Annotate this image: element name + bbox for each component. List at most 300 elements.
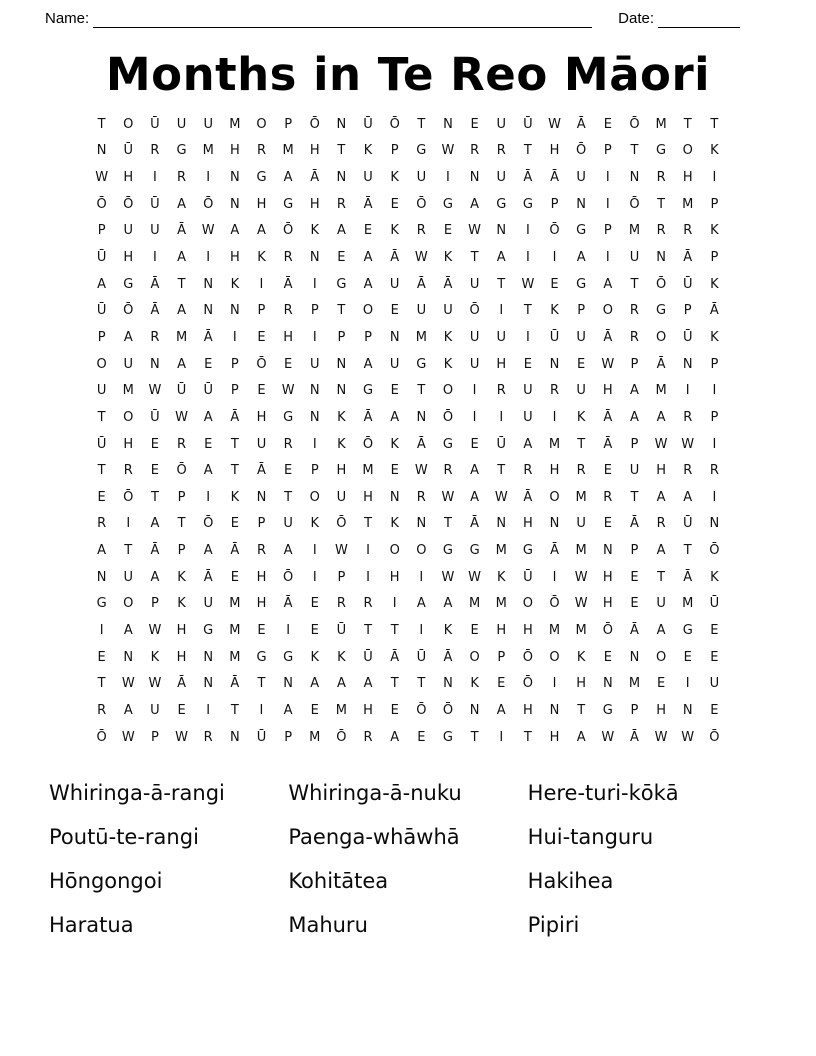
grid-letter: N (416, 409, 427, 425)
grid-letter: N (389, 329, 400, 345)
grid-letter: T (630, 276, 639, 292)
grid-letter: G (442, 436, 453, 452)
grid-letter: E (284, 463, 293, 479)
grid-row (88, 244, 727, 271)
grid-letter: Ā (709, 303, 719, 319)
grid-letter: T (523, 729, 532, 745)
grid-letter: Ā (576, 116, 586, 132)
grid-row (88, 724, 727, 751)
grid-letter: T (470, 729, 479, 745)
grid-letter: I (525, 250, 530, 266)
grid-row (88, 431, 727, 458)
grid-letter: A (470, 489, 480, 505)
grid-letter: I (552, 569, 557, 585)
grid-letter: E (603, 463, 612, 479)
grid-letter: Ā (629, 622, 639, 638)
grid-letter: O (469, 649, 480, 665)
grid-letter: W (574, 569, 588, 585)
grid-letter: M (202, 143, 214, 159)
word-list-item: Pipiri (527, 913, 580, 938)
grid-letter: K (337, 409, 346, 425)
grid-letter: A (629, 409, 639, 425)
grid-letter: R (256, 143, 266, 159)
grid-letter: G (363, 383, 374, 399)
grid-letter: T (97, 676, 106, 692)
grid-letter: N (496, 223, 507, 239)
grid-letter: W (95, 170, 109, 186)
grid-letter: U (203, 116, 213, 132)
grid-letter: W (441, 143, 455, 159)
grid-letter: Ō (309, 116, 320, 132)
grid-letter: W (521, 276, 535, 292)
grid-letter: I (605, 196, 610, 212)
grid-letter: A (310, 676, 320, 692)
grid-letter: Ō (469, 303, 480, 319)
grid-letter: A (603, 276, 613, 292)
grid-letter: E (310, 596, 319, 612)
grid-letter: Ā (629, 729, 639, 745)
grid-letter: Ā (603, 329, 613, 345)
grid-letter: G (256, 170, 267, 186)
grid-letter: Ō (655, 276, 667, 292)
grid-letter: E (470, 116, 479, 132)
grid-letter: M (229, 116, 241, 132)
grid-letter: N (682, 702, 693, 718)
grid-letter: K (576, 649, 586, 665)
grid-letter: Ō (629, 196, 640, 212)
grid-letter: P (310, 463, 319, 479)
grid-letter: K (710, 143, 719, 159)
grid-letter: O (655, 329, 667, 345)
grid-letter: M (575, 489, 587, 505)
word-list-column (528, 771, 767, 947)
grid-letter: K (390, 516, 399, 532)
grid-letter: E (603, 516, 612, 532)
grid-letter: R (683, 223, 693, 239)
grid-letter: H (309, 143, 320, 159)
grid-letter: Ō (709, 543, 720, 559)
grid-row (88, 377, 727, 404)
grid-letter: M (628, 223, 641, 239)
grid-letter: A (336, 223, 346, 239)
grid-letter: A (283, 170, 293, 186)
grid-letter: E (417, 729, 426, 745)
grid-letter: P (337, 329, 346, 345)
grid-row (88, 324, 727, 351)
word-list-item: Mahuru (288, 913, 368, 938)
grid-letter: R (416, 223, 426, 239)
grid-letter: Ā (523, 489, 533, 505)
grid-letter: W (281, 383, 295, 399)
grid-letter: Ō (629, 116, 640, 132)
grid-letter: T (177, 516, 186, 532)
grid-letter: O (655, 649, 667, 665)
grid-letter: G (283, 409, 294, 425)
grid-letter: A (656, 409, 666, 425)
grid-letter: R (443, 463, 453, 479)
grid-letter: M (548, 436, 561, 452)
grid-letter: U (709, 676, 720, 692)
grid-letter: M (282, 143, 294, 159)
grid-letter: Ō (442, 702, 454, 718)
grid-letter: E (710, 702, 719, 718)
grid-letter: E (603, 649, 612, 665)
grid-letter: E (390, 196, 399, 212)
grid-letter: O (256, 116, 267, 132)
grid-letter: I (286, 622, 291, 638)
grid-letter: P (284, 116, 293, 132)
grid-letter: I (472, 409, 477, 425)
grid-letter: K (443, 250, 453, 266)
word-list-item: Poutū-te-rangi (49, 825, 199, 850)
grid-letter: N (336, 356, 347, 372)
grid-letter: K (496, 569, 506, 585)
name-label: Name: (45, 10, 90, 27)
grid-letter: G (416, 356, 427, 372)
grid-letter: U (256, 436, 267, 452)
grid-letter: Ū (682, 276, 693, 292)
grid-letter: M (229, 596, 241, 612)
grid-letter: H (682, 170, 693, 186)
grid-letter: I (712, 383, 717, 399)
grid-letter: P (683, 303, 692, 319)
grid-letter: Ā (283, 596, 293, 612)
grid-letter: R (363, 596, 373, 612)
grid-letter: E (257, 622, 266, 638)
grid-letter: R (283, 436, 293, 452)
grid-letter: A (283, 543, 293, 559)
grid-row (88, 191, 727, 218)
grid-letter: U (523, 409, 533, 425)
grid-letter: R (550, 383, 560, 399)
grid-letter: Ō (442, 409, 454, 425)
grid-letter: K (470, 676, 479, 692)
grid-letter: H (549, 463, 560, 479)
grid-letter: M (655, 116, 667, 132)
grid-letter: I (206, 702, 211, 718)
grid-letter: Ā (470, 516, 480, 532)
grid-letter: A (283, 702, 293, 718)
grid-letter: U (336, 489, 347, 505)
grid-letter: H (602, 569, 613, 585)
grid-letter: Ō (522, 676, 533, 692)
grid-letter: P (97, 329, 106, 345)
grid-letter: R (283, 303, 293, 319)
grid-letter: A (123, 622, 133, 638)
grid-letter: U (123, 223, 134, 239)
grid-letter: P (630, 356, 639, 372)
grid-letter: M (495, 596, 507, 612)
grid-letter: U (576, 170, 586, 186)
grid-letter: M (229, 649, 241, 665)
grid-letter: P (390, 143, 399, 159)
grid-letter: W (494, 489, 508, 505)
grid-letter: M (309, 729, 321, 745)
grid-letter: P (150, 729, 159, 745)
grid-letter: R (656, 516, 666, 532)
grid-letter: H (256, 569, 267, 585)
grid-letter: K (443, 329, 453, 345)
grid-letter: H (176, 622, 187, 638)
grid-row (88, 670, 727, 697)
grid-letter: T (364, 622, 373, 638)
grid-letter: E (177, 702, 186, 718)
grid-letter: G (682, 622, 693, 638)
grid-letter: Ā (150, 276, 160, 292)
grid-letter: W (201, 223, 215, 239)
grid-letter: N (309, 409, 320, 425)
grid-letter: P (550, 196, 559, 212)
grid-letter: I (685, 383, 690, 399)
grid-letter: P (710, 409, 719, 425)
grid-letter: E (523, 356, 532, 372)
grid-letter: I (712, 489, 717, 505)
grid-row (88, 511, 727, 538)
grid-letter: Ū (416, 649, 427, 665)
grid-letter: K (390, 170, 399, 186)
grid-letter: P (497, 649, 506, 665)
grid-letter: T (364, 516, 373, 532)
grid-letter: M (362, 463, 374, 479)
grid-letter: A (363, 250, 373, 266)
grid-letter: O (602, 303, 613, 319)
grid-letter: K (150, 649, 160, 665)
grid-letter: Ō (336, 729, 347, 745)
grid-letter: Ū (203, 383, 213, 399)
grid-letter: A (683, 489, 693, 505)
grid-letter: T (150, 489, 159, 505)
grid-letter: K (390, 436, 399, 452)
grid-row (88, 111, 727, 138)
grid-letter: T (124, 543, 133, 559)
grid-letter: N (336, 383, 347, 399)
grid-letter: Ā (550, 543, 559, 559)
grid-letter: R (363, 729, 373, 745)
grid-letter: E (310, 702, 319, 718)
grid-letter: R (416, 489, 426, 505)
grid-letter: W (414, 463, 428, 479)
grid-letter: A (177, 196, 186, 212)
grid-letter: W (601, 729, 615, 745)
grid-letter: U (123, 356, 134, 372)
grid-letter: U (416, 303, 427, 319)
grid-letter: U (416, 170, 427, 186)
grid-letter: T (390, 676, 399, 692)
grid-letter: A (629, 383, 639, 399)
grid-letter: A (177, 356, 186, 372)
grid-letter: Ū (150, 409, 160, 425)
grid-letter: E (150, 463, 160, 479)
grid-letter: N (229, 170, 240, 186)
grid-letter: E (710, 622, 719, 638)
word-list-column (49, 771, 288, 947)
grid-letter: O (682, 143, 693, 159)
grid-letter: G (522, 543, 533, 559)
grid-letter: I (312, 276, 317, 292)
grid-letter: I (472, 383, 477, 399)
grid-letter: A (496, 250, 506, 266)
grid-letter: T (230, 436, 239, 452)
grid-letter: Ō (576, 143, 587, 159)
grid-letter: Ū (150, 196, 160, 212)
word-list-item: Hōngongoi (49, 869, 163, 894)
grid-letter: I (366, 543, 370, 559)
grid-letter: P (337, 569, 346, 585)
grid-letter: G (283, 196, 294, 212)
grid-letter: P (364, 329, 372, 345)
grid-letter: A (470, 196, 480, 212)
grid-letter: A (523, 436, 533, 452)
grid-letter: T (177, 276, 186, 292)
grid-letter: T (523, 143, 532, 159)
grid-letter: W (654, 729, 668, 745)
grid-letter: H (522, 702, 533, 718)
grid-row (88, 271, 727, 298)
grid-letter: I (152, 170, 157, 186)
grid-letter: Ā (230, 676, 240, 692)
grid-letter: I (206, 250, 211, 266)
grid-letter: I (312, 436, 317, 452)
grid-letter: H (363, 489, 373, 505)
grid-letter: H (123, 436, 134, 452)
grid-letter: W (654, 436, 668, 452)
grid-letter: U (469, 276, 480, 292)
grid-letter: H (256, 196, 267, 212)
grid-letter: K (230, 276, 240, 292)
grid-letter: H (549, 729, 560, 745)
grid-letter: Ā (177, 676, 186, 692)
grid-letter: U (656, 596, 666, 612)
grid-letter: T (523, 303, 532, 319)
grid-letter: A (257, 223, 266, 239)
grid-letter: U (150, 702, 160, 718)
grid-letter: Ā (443, 649, 453, 665)
grid-letter: A (123, 702, 133, 718)
grid-letter: M (495, 543, 507, 559)
wordsearch-grid (88, 111, 727, 750)
grid-letter: Ō (522, 649, 533, 665)
grid-letter: Ū (496, 436, 506, 452)
grid-letter: U (363, 170, 373, 186)
grid-letter: N (336, 170, 347, 186)
grid-letter: N (443, 116, 453, 132)
grid-letter: I (312, 543, 317, 559)
grid-letter: A (496, 702, 506, 718)
grid-letter: I (685, 676, 690, 692)
grid-letter: T (657, 569, 666, 585)
grid-letter: Ū (96, 436, 107, 452)
date-blank-line (658, 12, 740, 28)
grid-letter: R (336, 196, 346, 212)
grid-letter: U (123, 569, 134, 585)
grid-letter: P (284, 729, 293, 745)
grid-letter: P (177, 543, 186, 559)
grid-letter: Ā (150, 543, 160, 559)
grid-letter: Ō (336, 516, 347, 532)
grid-letter: T (337, 143, 346, 159)
grid-letter: W (681, 436, 695, 452)
grid-letter: W (574, 596, 588, 612)
grid-letter: I (392, 596, 397, 612)
grid-letter: H (522, 516, 533, 532)
grid-letter: E (390, 463, 399, 479)
grid-letter: E (204, 436, 213, 452)
grid-letter: R (203, 729, 213, 745)
grid-letter: O (389, 543, 400, 559)
grid-letter: H (656, 463, 666, 479)
word-list-item: Hui-tanguru (527, 825, 654, 850)
grid-letter: Ō (389, 116, 400, 132)
grid-letter: N (416, 516, 427, 532)
grid-letter: K (337, 649, 346, 665)
grid-row (88, 617, 727, 644)
grid-letter: R (470, 143, 480, 159)
grid-letter: P (630, 436, 639, 452)
grid-letter: I (552, 676, 557, 692)
word-list-item: Kohitātea (288, 869, 389, 894)
grid-letter: E (683, 649, 692, 665)
grid-letter: I (232, 329, 237, 345)
grid-letter: T (390, 622, 399, 638)
grid-letter: R (283, 250, 293, 266)
grid-letter: T (417, 383, 426, 399)
grid-letter: R (576, 463, 586, 479)
grid-letter: I (446, 170, 450, 186)
grid-letter: E (284, 356, 293, 372)
grid-letter: I (366, 569, 370, 585)
grid-letter: N (389, 489, 400, 505)
grid-letter: I (525, 223, 530, 239)
grid-row (88, 644, 727, 671)
grid-row (88, 164, 727, 191)
grid-letter: E (710, 649, 719, 665)
grid-row (88, 218, 727, 245)
grid-letter: K (443, 356, 453, 372)
grid-letter: H (363, 702, 373, 718)
grid-letter: E (497, 676, 506, 692)
grid-letter: E (257, 383, 266, 399)
grid-letter: Ō (256, 356, 267, 372)
grid-letter: M (229, 622, 241, 638)
grid-letter: N (602, 543, 613, 559)
grid-letter: O (362, 303, 374, 319)
grid-letter: Ū (363, 649, 373, 665)
grid-letter: I (152, 250, 157, 266)
grid-letter: G (96, 596, 107, 612)
grid-letter: T (470, 250, 479, 266)
grid-letter: A (363, 276, 373, 292)
header (0, 0, 816, 28)
grid-letter: Ū (256, 729, 267, 745)
grid-letter: T (657, 196, 666, 212)
grid-letter: N (709, 516, 720, 532)
grid-letter: I (525, 329, 530, 345)
grid-letter: H (496, 622, 507, 638)
grid-letter: H (522, 622, 533, 638)
grid-letter: A (363, 356, 373, 372)
grid-letter: H (602, 383, 613, 399)
grid-letter: W (148, 676, 162, 692)
grid-letter: Ō (549, 223, 560, 239)
grid-letter: H (602, 596, 613, 612)
grid-letter: R (709, 463, 719, 479)
grid-letter: E (230, 516, 239, 532)
grid-letter: R (177, 170, 187, 186)
grid-letter: I (499, 303, 504, 319)
grid-letter: U (523, 383, 533, 399)
grid-letter: N (549, 516, 560, 532)
grid-letter: R (629, 303, 639, 319)
